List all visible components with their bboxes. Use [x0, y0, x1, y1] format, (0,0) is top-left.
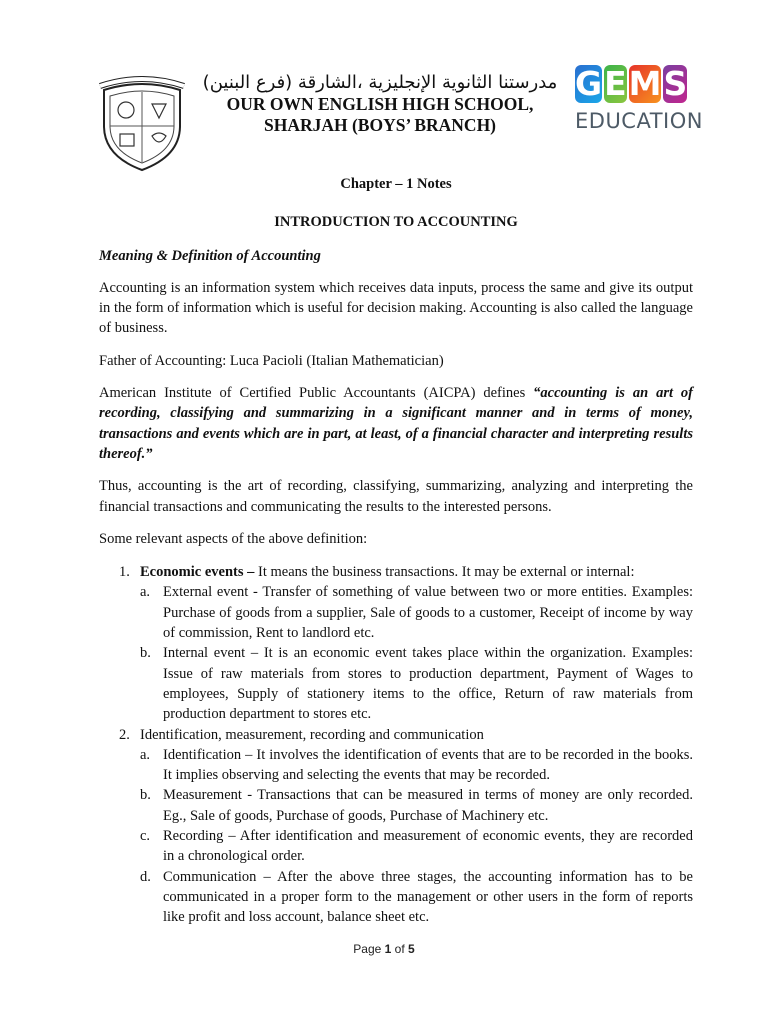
school-name-block — [200, 72, 560, 136]
gems-letter-g: G — [575, 64, 603, 103]
sub-list-letter: c. — [140, 828, 151, 845]
gems-education-logo — [575, 64, 703, 139]
sub-list-text: Internal event – It is an economic event takes place within the organization. Examples: Issue of raw materials from stores to production department, Payment of Wages to employees, Supply of stationery items to the office, Return of raw materials from production department to stores etc. — [163, 645, 693, 723]
sub-list-item — [140, 826, 693, 867]
school-name-line2: SHARJAH (BOYS’ BRANCH) — [263, 115, 497, 135]
page-of: of — [391, 942, 409, 956]
sub-list — [140, 582, 693, 724]
paragraph-definition: Accounting is an information system which receives data inputs, process the same and give its output in the form of information which is useful for decision making. Accounting is also called the language of business. — [99, 279, 693, 337]
sub-list-item — [140, 582, 693, 643]
sub-list-text: Communication – After the above three stages, the accounting information has to be communicated in a proper form to the management or other users in the form of reports like profit and loss account, balance sheet etc. — [163, 868, 693, 926]
list-item — [99, 725, 693, 928]
sub-list-item — [140, 785, 693, 826]
school-crest-logo — [96, 76, 188, 172]
sub-list-text: Identification – It involves the identification of events that are to be recorded in the books. It implies observing and selecting the events that may be recorded. — [163, 746, 693, 784]
sub-list-item — [140, 643, 693, 724]
paragraph-summary: Thus, accounting is the art of recording, classifying, summarizing, analyzing and interpreting the financial transactions and communicating the results to the interested persons. — [99, 478, 693, 515]
list-text: It means the business transactions. It may be external or internal: — [254, 564, 635, 581]
page-prefix: Page — [353, 942, 385, 956]
sub-list-item — [140, 745, 693, 786]
sub-list — [140, 745, 693, 928]
page-current: 1 — [384, 942, 392, 956]
paragraph-father-of-accounting: Father of Accounting: Luca Pacioli (Italian Mathematician) — [99, 352, 444, 369]
school-name-line1: OUR OWN ENGLISH HIGH SCHOOL, — [226, 94, 534, 114]
sub-list-letter: d. — [140, 868, 151, 885]
gems-letter-s: S — [663, 64, 688, 103]
aicpa-lead-text: American Institute of Certified Public Accountants (AICPA) defines — [99, 385, 534, 402]
gems-education-wordmark: EDUCATION — [575, 109, 703, 133]
list-text: Identification, measurement, recording and communication — [140, 726, 484, 743]
notes-body — [99, 170, 693, 928]
aspects-list — [99, 562, 693, 927]
sub-list-item — [140, 867, 693, 928]
document-title: INTRODUCTION TO ACCOUNTING — [274, 214, 518, 231]
page-number — [0, 942, 768, 956]
sub-list-letter: b. — [140, 787, 151, 804]
list-term: Economic events – — [140, 564, 255, 581]
paragraph-aspects-intro: Some relevant aspects of the above definition: — [99, 530, 368, 547]
sub-list-letter: a. — [140, 584, 151, 601]
letterhead — [0, 62, 768, 172]
list-number: 1. — [119, 564, 130, 581]
sub-list-letter: a. — [140, 746, 151, 763]
gems-letter-e: E — [604, 64, 627, 103]
sub-list-text: Measurement - Transactions that can be measured in terms of money are only recorded. Eg., Sale of goods, Purchase of goods, Purchase of Machinery etc. — [163, 787, 693, 824]
chapter-label: Chapter – 1 Notes — [340, 176, 452, 192]
list-item — [99, 562, 693, 724]
page-total: 5 — [408, 942, 415, 956]
list-number: 2. — [119, 726, 130, 743]
sub-list-text: Recording – After identification and measurement of economic events, they are recorded in a chronological order. — [163, 828, 693, 865]
section-heading: Meaning & Definition of Accounting — [99, 247, 321, 264]
sub-list-text: External event - Transfer of something of value between two or more entities. Examples: Purchase of goods from a supplier, Sale of goods to a customer, Receipt of income by way of commission, Rent to landlord etc. — [163, 584, 693, 642]
arabic-school-name: مدرستنا الثانوية الإنجليزية ،الشارقة (فرع البنين) — [202, 72, 558, 93]
gems-letter-m: M — [628, 64, 662, 103]
sub-list-letter: b. — [140, 645, 151, 662]
aicpa-quote: “accounting is an art of recording, classifying and summarizing in a significant manner and in terms of money, transactions and events which are in part, at least, of a financial character and interpreting results thereof.” — [99, 385, 693, 462]
paragraph-aicpa-definition — [99, 383, 693, 464]
